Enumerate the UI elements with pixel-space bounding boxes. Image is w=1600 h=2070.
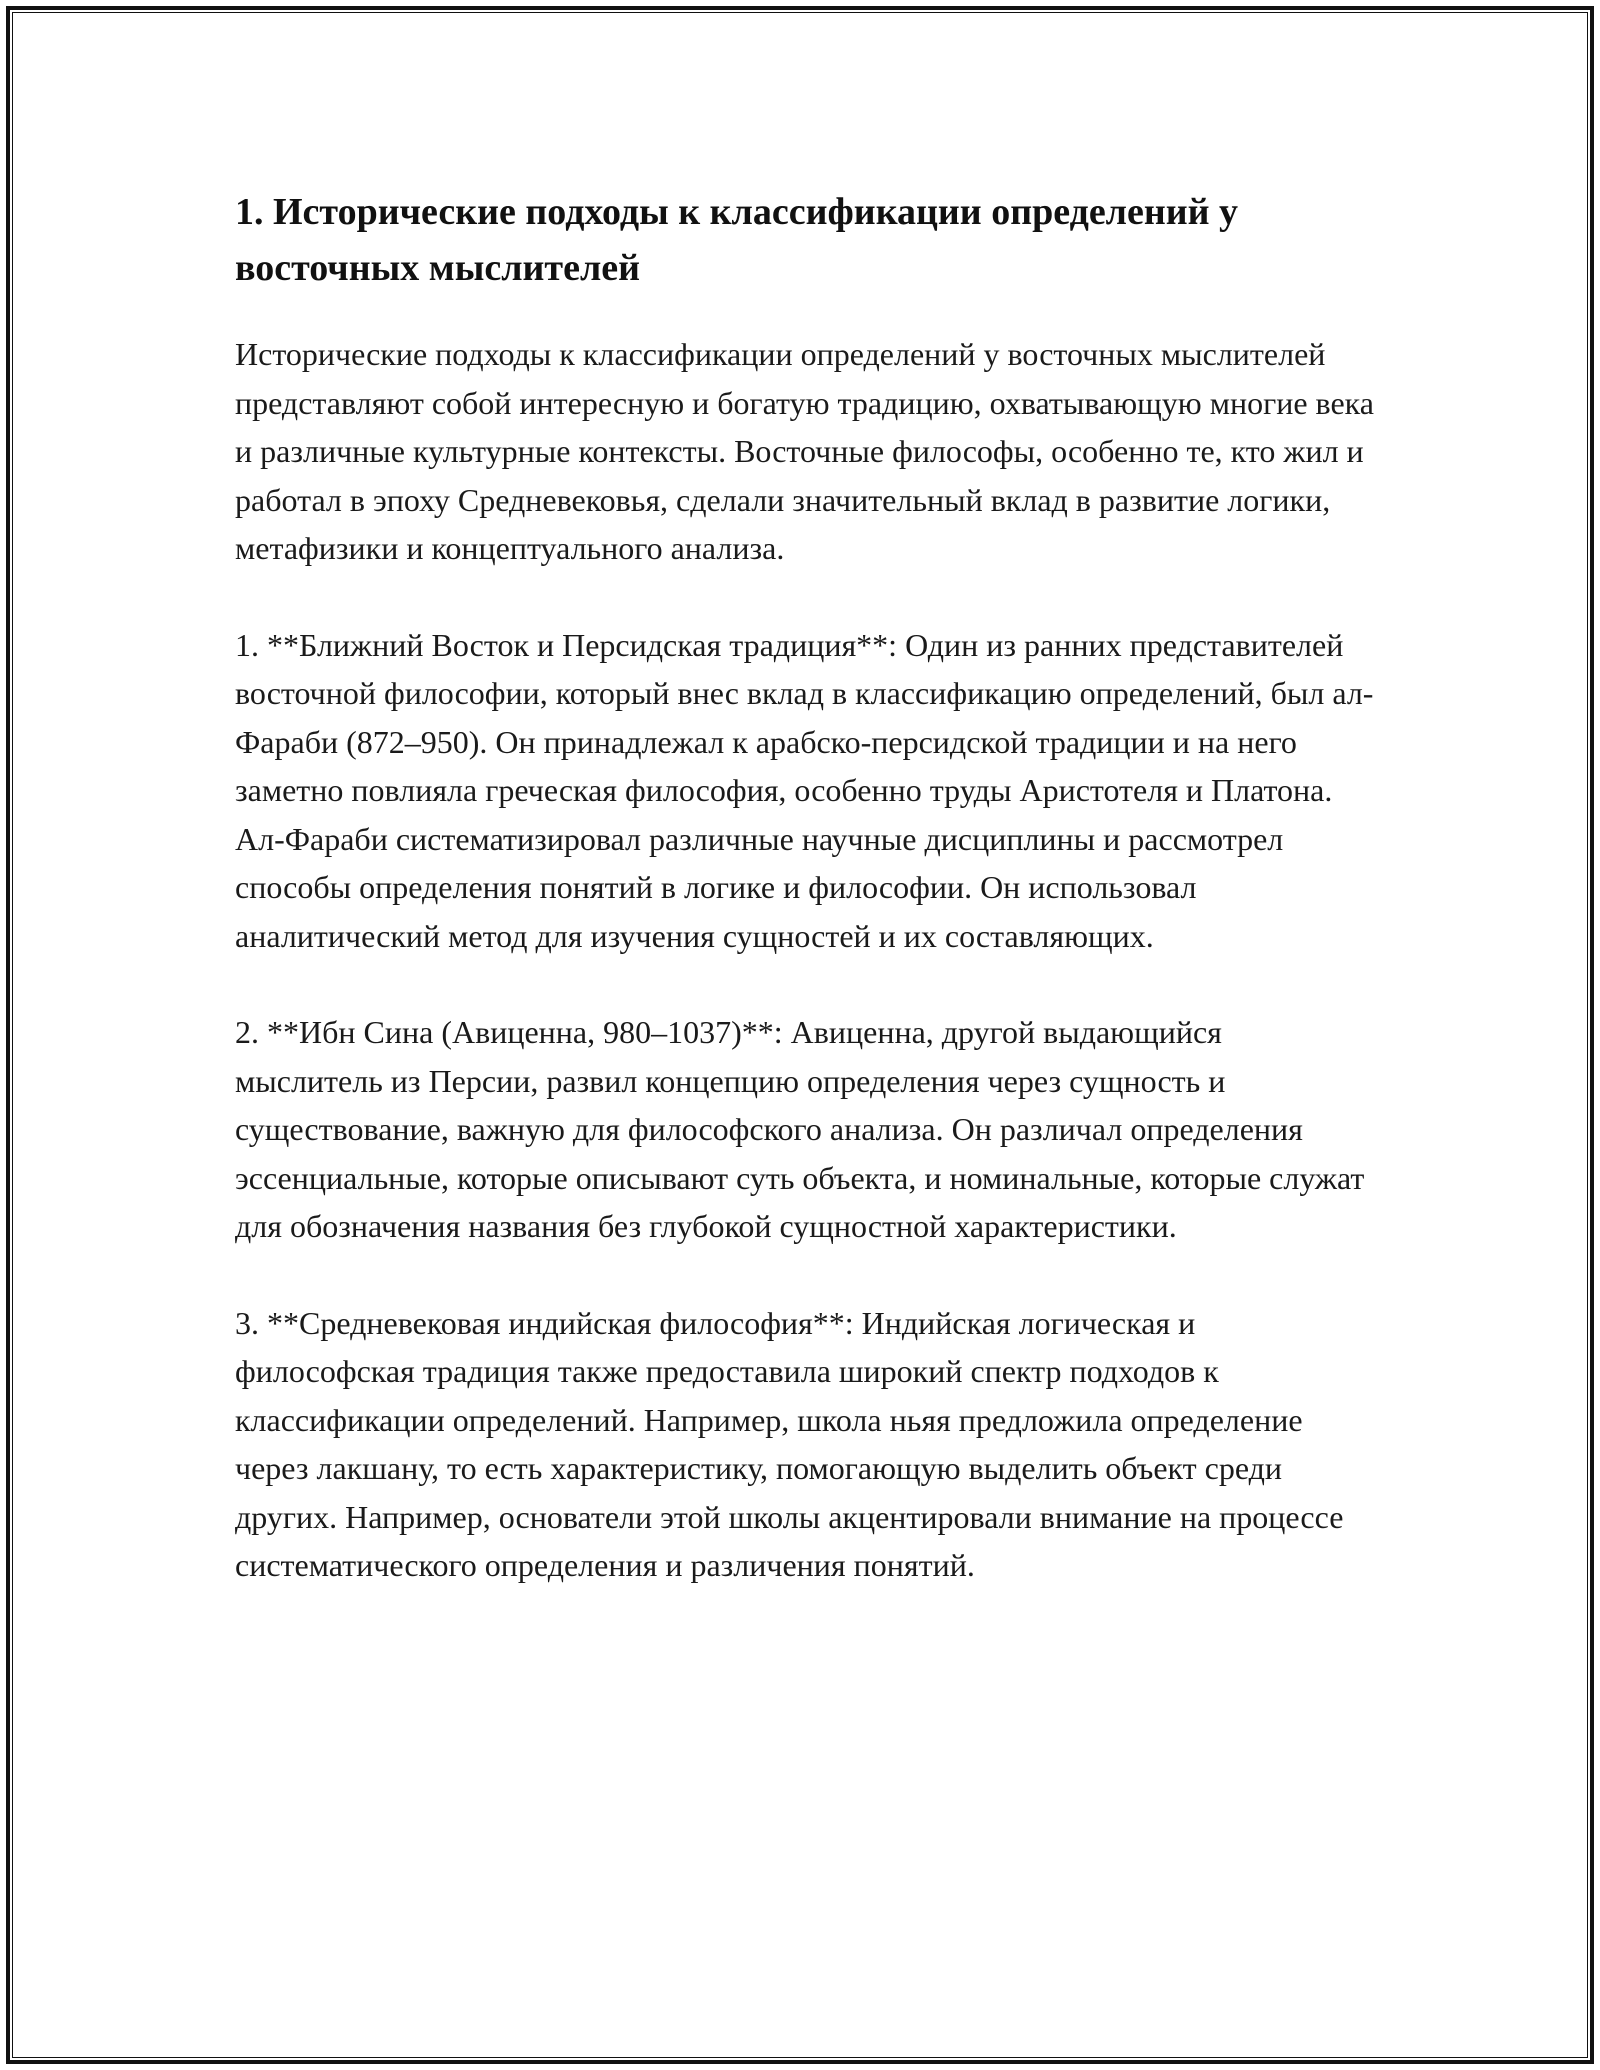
document-body — [235, 184, 1375, 1638]
paragraph-item-3: 3. **Средневековая индийская философия**: Индийская логическая и философская традиция также предоставила широкий спектр подходов к классификации определений. Например, школа ньяя предложила определение через лакшану, то есть характеристику, помогающую выделить объект среди других. Например, основатели этой школы акцентировали внимание на процессе систематического определения и различения понятий. — [235, 1304, 1344, 1583]
paragraph-item-2: 2. **Ибн Сина (Авиценна, 980–1037)**: Авиценна, другой выдающийся мыслитель из Персии, развил концепцию определения через сущность и существование, важную для философского анализа. Он различал определения эссенциальные, которые описывают суть объекта, и номинальные, которые служат для обозначения названия без глубокой сущностной характеристики. — [235, 1014, 1365, 1244]
paragraph-intro: Исторические подходы к классификации определений у восточных мыслителей представляют собой интересную и богатую традицию, охватывающую многие века и различные культурные контексты. Восточные философы, особенно те, кто жил и работал в эпоху Средневековья, сделали значительный вклад в развитие логики, метафизики и концептуального анализа. — [235, 336, 1374, 566]
section-heading: 1. Исторические подходы к классификации определений у восточных мыслителей — [235, 191, 1239, 289]
paragraph-item-1: 1. **Ближний Восток и Персидская традиция**: Один из ранних представителей восточной философии, который внес вклад в классификацию определений, был ал-Фараби (872–950). Он принадлежал к арабско-персидской традиции и на него заметно повлияла греческая философия, особенно труды Аристотеля и Платона. Ал-Фараби систематизировал различные научные дисциплины и рассмотрел способы определения понятий в логике и философии. Он использовал аналитический метод для изучения сущностей и их составляющих. — [235, 626, 1374, 954]
